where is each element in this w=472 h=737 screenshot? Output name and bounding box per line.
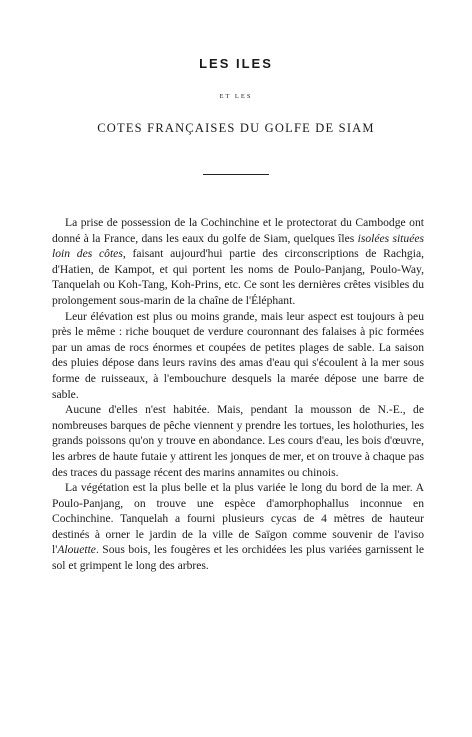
paragraph-3 — [52, 402, 424, 480]
paragraph-1-italic: isolées situées loin des côtes, — [52, 231, 425, 261]
paragraph-1-text-end: faisant aujourd'hui partie des circonscriptions de Rachgia, d'Hatien, de Kampot, et qui portent les noms de Poulo-Panjang, Poulo-Way, Tanquelah ou Koh-Tang, Koh-Prins, etc. Ce sont les dernières crêtes visibles du prolongement sous-marin de la chaîne de l'Éléphant. — [52, 247, 424, 307]
separator-rule — [203, 174, 269, 175]
paragraph-4-text: La végétation est la plus belle et la plus variée le long du bord de la mer. A Poulo-Panjang, on trouve une espèce d'amorphophallus inconnue en Cochinchine. Tanquelah a fourni plusieurs cycas de 4 mètres de hauteur destinés à orner le jardin de la ville de Saïgon comme souvenir de l'aviso l' — [52, 481, 424, 557]
paragraph-2 — [52, 309, 424, 403]
page-title: LES ILES — [199, 56, 273, 71]
paragraph-4-italic: Alouette — [57, 543, 96, 557]
paragraph-3-text: Aucune d'elles n'est habitée. Mais, pendant la mousson de N.-E., de nombreuses barques de pêche viennent y prendre les tortues, les holothuries, les grands poissons qu'on y trouve en abondance. Les cours d'eau, les bois d'œuvre, les arbres de haute futaie y attirent les jonques de mer, et on trouve à chaque pas des traces du passage récent des marins annamites ou chinois. — [52, 403, 425, 479]
paragraph-1-text: La prise de possession de la Cochinchine et le protectorat du Cambodge ont donné à la France, dans les eaux du golfe de Siam, quelques îles — [52, 216, 424, 245]
subtitle-connector: ET LES — [219, 93, 253, 100]
body-text — [52, 215, 424, 574]
paragraph-2-text: Leur élévation est plus ou moins grande, mais leur aspect est toujours à peu près le même : riche bouquet de verdure couronnant des falaises à pic formées par un amas de rocs énormes et coupées de petites plages de sable. La saison des pluies dépose dans leurs ravins des amas d'eau qui s'écoulent à la mer sous forme de ruisseaux, à l'embouchure desquels la marée dépose une barre de sable. — [52, 309, 424, 401]
page-subtitle: COTES FRANÇAISES DU GOLFE DE SIAM — [97, 121, 375, 135]
paragraph-4 — [52, 480, 424, 574]
paragraph-4-text-end: . Sous bois, les fougères et les orchidées les plus variées garnissent le sol et grimpent le long des arbres. — [52, 543, 424, 573]
paragraph-1 — [52, 215, 424, 309]
